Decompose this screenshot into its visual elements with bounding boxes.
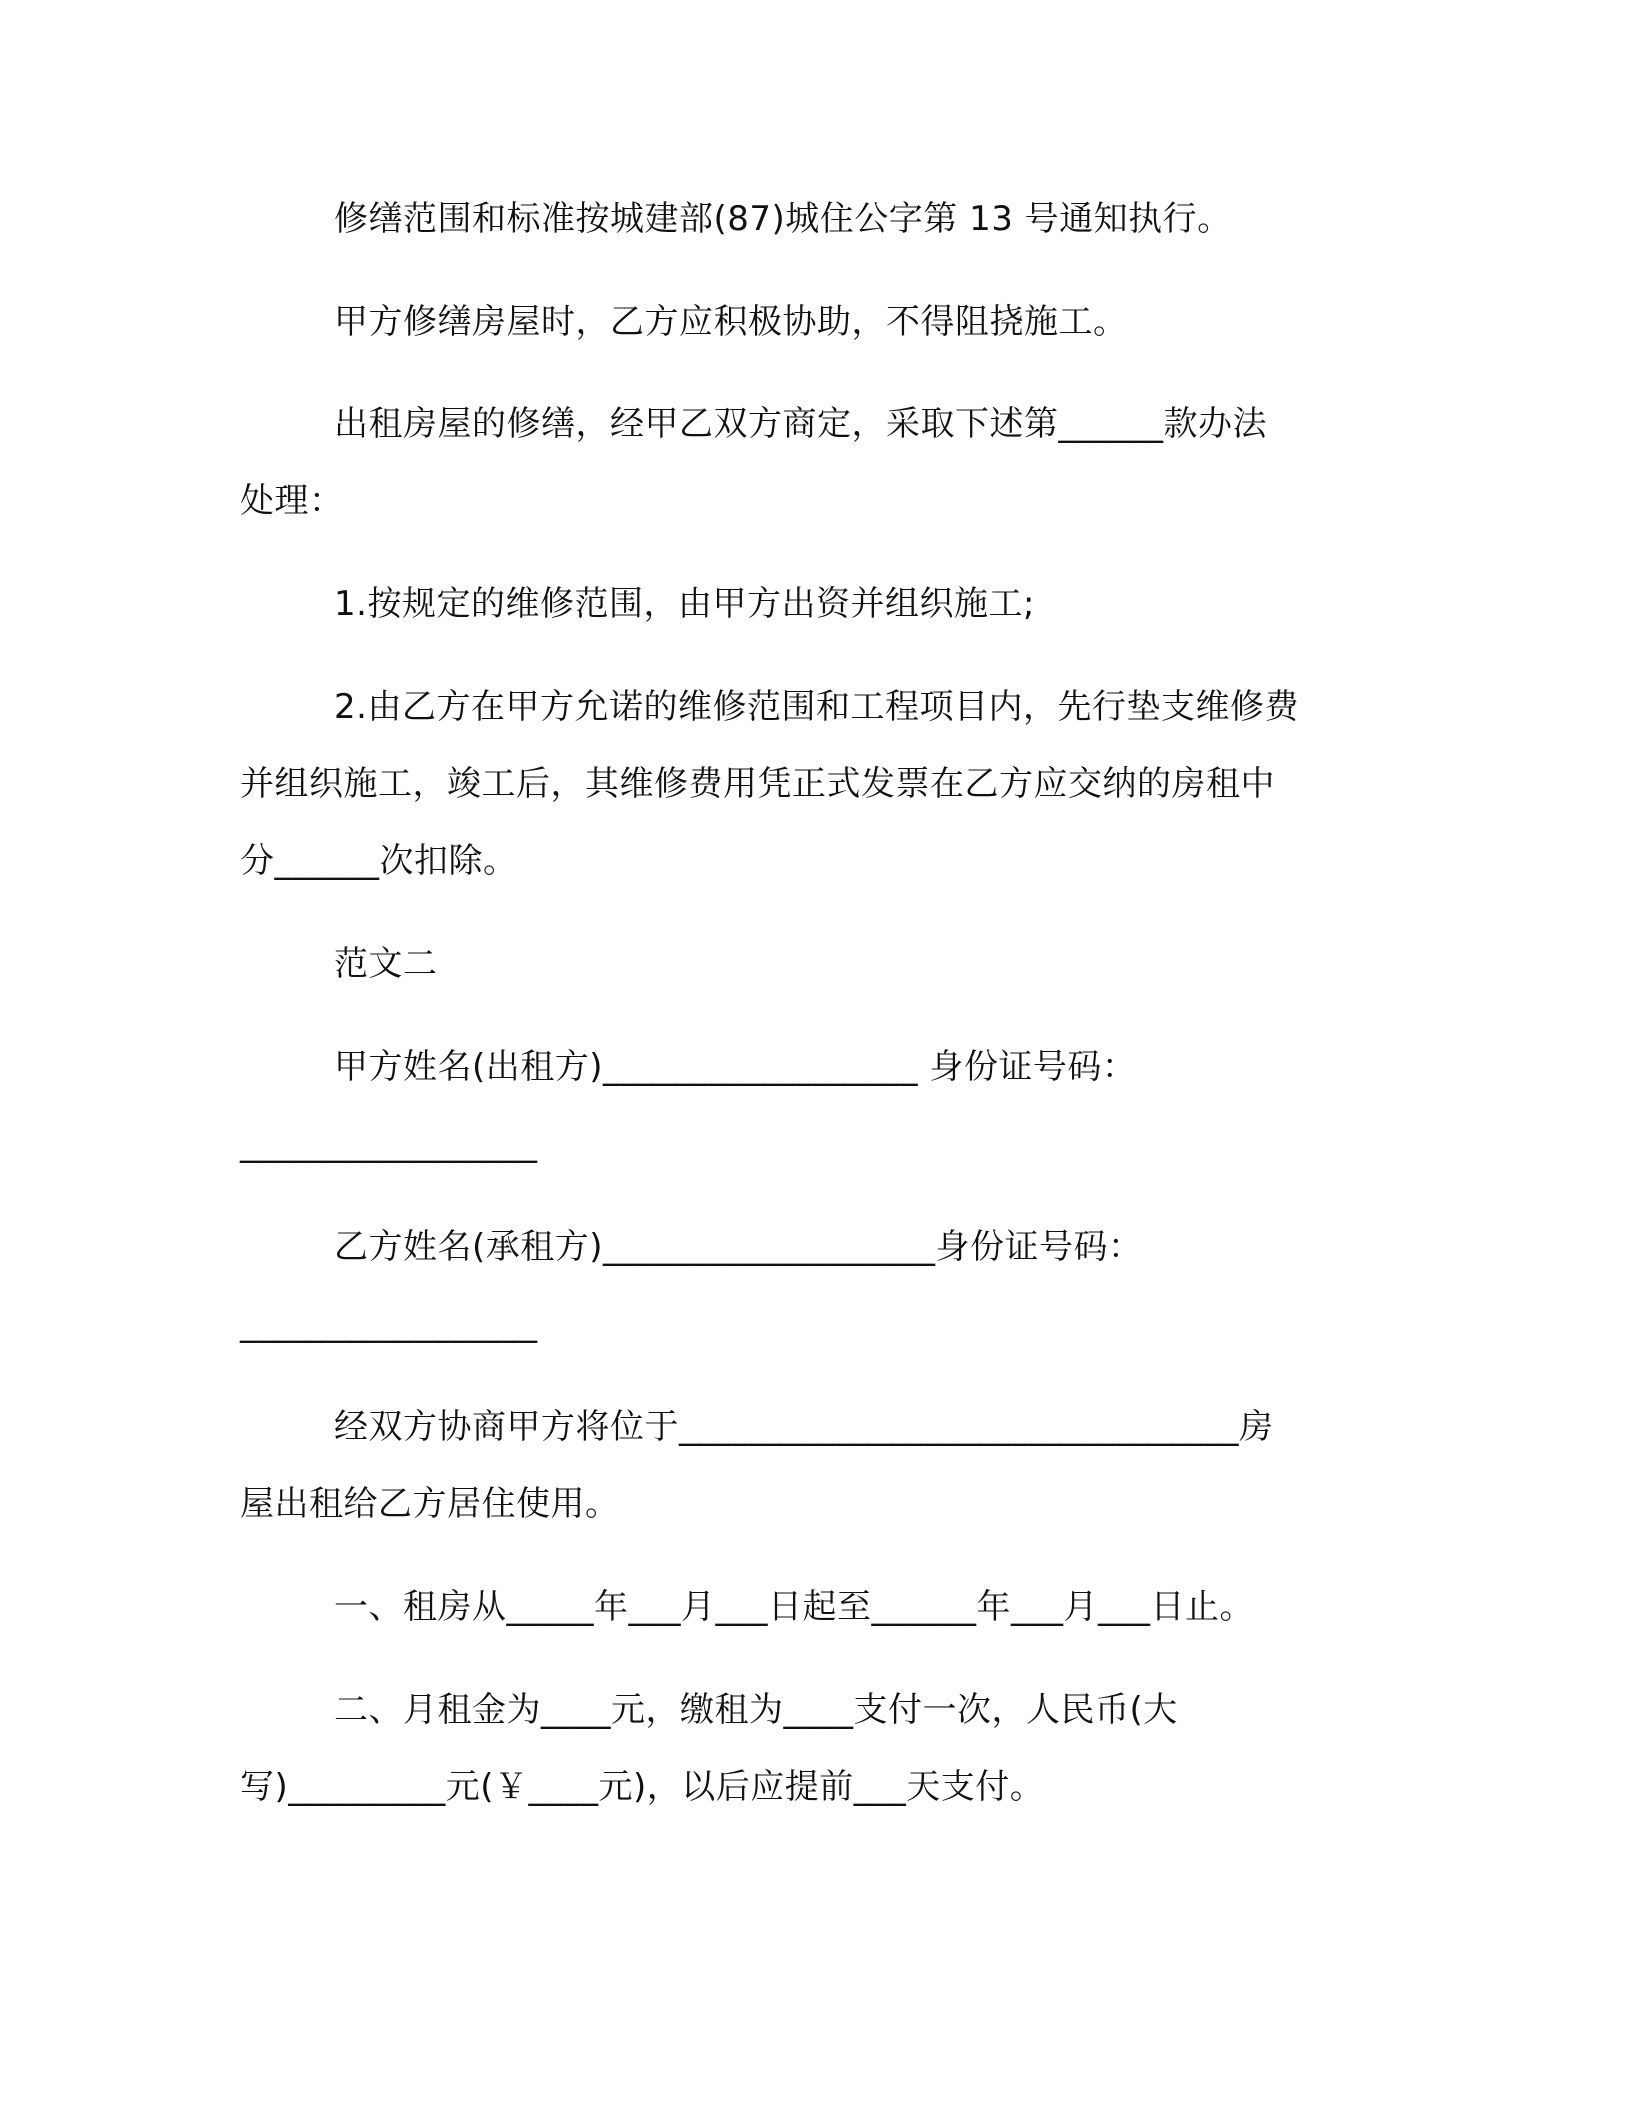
paragraph-repair-cooperation: 甲方修缮房屋时，乙方应积极协助，不得阻挠施工。 (334, 302, 1128, 342)
paragraph-repair-standard: 修缮范围和标准按城建部(87)城住公字第 13 号通知执行。 (334, 199, 1232, 239)
rent-clause-cont: 写)_________元(￥____元)，以后应提前___天支付。 (240, 1767, 1045, 1807)
tenant-name-field: 乙方姓名(承租方)___________________身份证号码： (334, 1227, 1143, 1267)
rent-clause: 二、月租金为____元，缴租为____支付一次，人民币(大 (334, 1690, 1178, 1730)
landlord-name-field: 甲方姓名(出租方)__________________ 身份证号码： (334, 1047, 1137, 1087)
list-item-1: 1.按规定的维修范围，由甲方出资并组织施工; (334, 584, 1035, 624)
list-item-2: 2.由乙方在甲方允诺的维修范围和工程项目内，先行垫支维修费 (334, 687, 1299, 727)
paragraph-repair-method: 出租房屋的修缮，经甲乙双方商定，采取下述第______款办法 (334, 404, 1267, 444)
paragraph-repair-method-cont: 处理： (240, 481, 344, 521)
property-location-cont: 屋出租给乙方居住使用。 (240, 1484, 620, 1524)
tenant-id-blank: _________________ (240, 1304, 538, 1344)
property-location: 经双方协商甲方将位于________________________________房 (334, 1407, 1274, 1447)
landlord-id-blank: _________________ (240, 1124, 538, 1164)
list-item-2-cont-b: 分______次扣除。 (240, 841, 518, 881)
section-heading: 范文二 (334, 944, 438, 984)
list-item-2-cont-a: 并组织施工，竣工后，其维修费用凭正式发票在乙方应交纳的房租中 (240, 764, 1275, 804)
lease-term-clause: 一、租房从_____年___月___日起至______年___月___日止。 (334, 1587, 1254, 1627)
